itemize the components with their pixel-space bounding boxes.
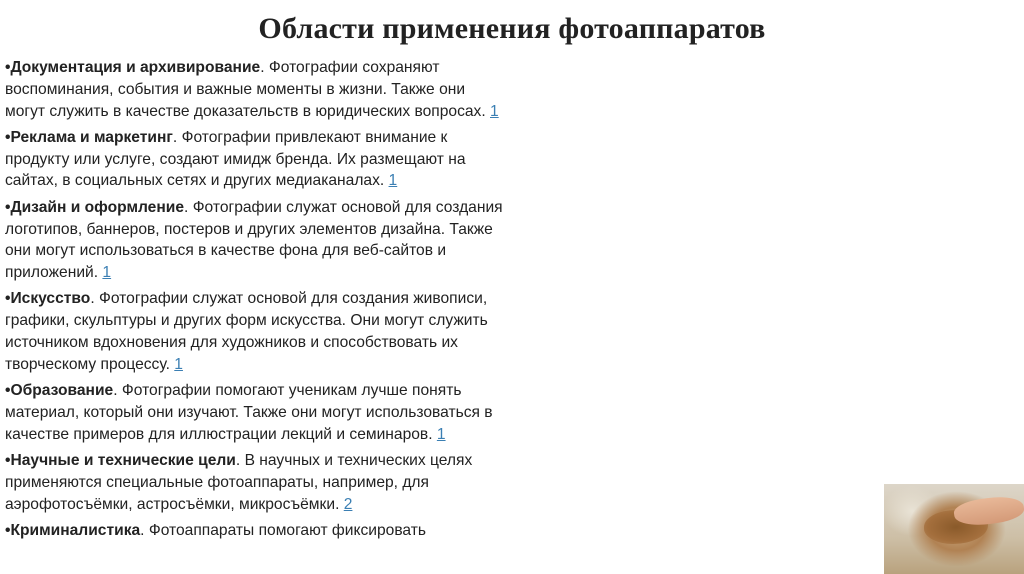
reference-link[interactable]: 1	[436, 425, 446, 443]
slide-title: Области применения фотоаппаратов	[258, 12, 766, 45]
reference-link[interactable]: 1	[490, 102, 499, 120]
item-text: . Фотографии помогают ученикам лучше понять материал, который они изучают. Также они могут использоваться в качестве примеров для иллюстрации лекций и семинаров.	[5, 382, 493, 443]
reference-link[interactable]: 2	[343, 495, 353, 513]
thumbnail-photo	[884, 484, 1024, 574]
list-item-design	[5, 197, 503, 284]
item-text: . Фотографии служат основой для создания живописи, графики, скульптуры и других форм искусства. Они могут служить источником вдохновения для художников и способствовать их творческому процессу.	[5, 290, 488, 373]
list-item-education	[5, 380, 503, 445]
item-term: •Реклама и маркетинг	[5, 128, 173, 146]
bullet-list	[5, 57, 503, 546]
item-text: . Фотоаппараты помогают фиксировать	[140, 521, 427, 539]
list-item-art	[5, 288, 503, 375]
item-text: . В научных и технических целях применяются специальные фотоаппараты, например, для аэрофотосъёмки, астросъёмки, микросъёмки.	[5, 452, 473, 513]
item-term: •Искусство	[5, 290, 91, 308]
item-term: •Документация и архивирование	[5, 59, 261, 76]
item-term: •Дизайн и оформление	[5, 198, 185, 216]
list-item-science	[5, 450, 503, 515]
item-term: •Криминалистика	[5, 521, 141, 539]
list-item-advertising	[5, 127, 503, 192]
item-term: •Образование	[5, 382, 114, 400]
item-text: . Фотографии привлекают внимание к продукту или услуге, создают имидж бренда. Их размещают на сайтах, в социальных сетях и других медиаканалах.	[5, 128, 466, 190]
item-term: •Научные и технические цели	[5, 452, 236, 470]
list-item-forensics	[5, 520, 503, 542]
reference-link[interactable]: 1	[102, 264, 112, 282]
list-item-documentation	[5, 57, 503, 122]
reference-link[interactable]: 1	[174, 355, 183, 373]
item-text: . Фотографии служат основой для создания логотипов, баннеров, постеров и других элементов дизайна. Также они могут использоваться в качестве фона для веб-сайтов и приложений.	[5, 198, 503, 282]
reference-link[interactable]: 1	[388, 172, 398, 190]
item-text: . Фотографии сохраняют воспоминания, события и важные моменты в жизни. Также они могут служить в качестве доказательств в юридических вопросах.	[5, 59, 490, 120]
